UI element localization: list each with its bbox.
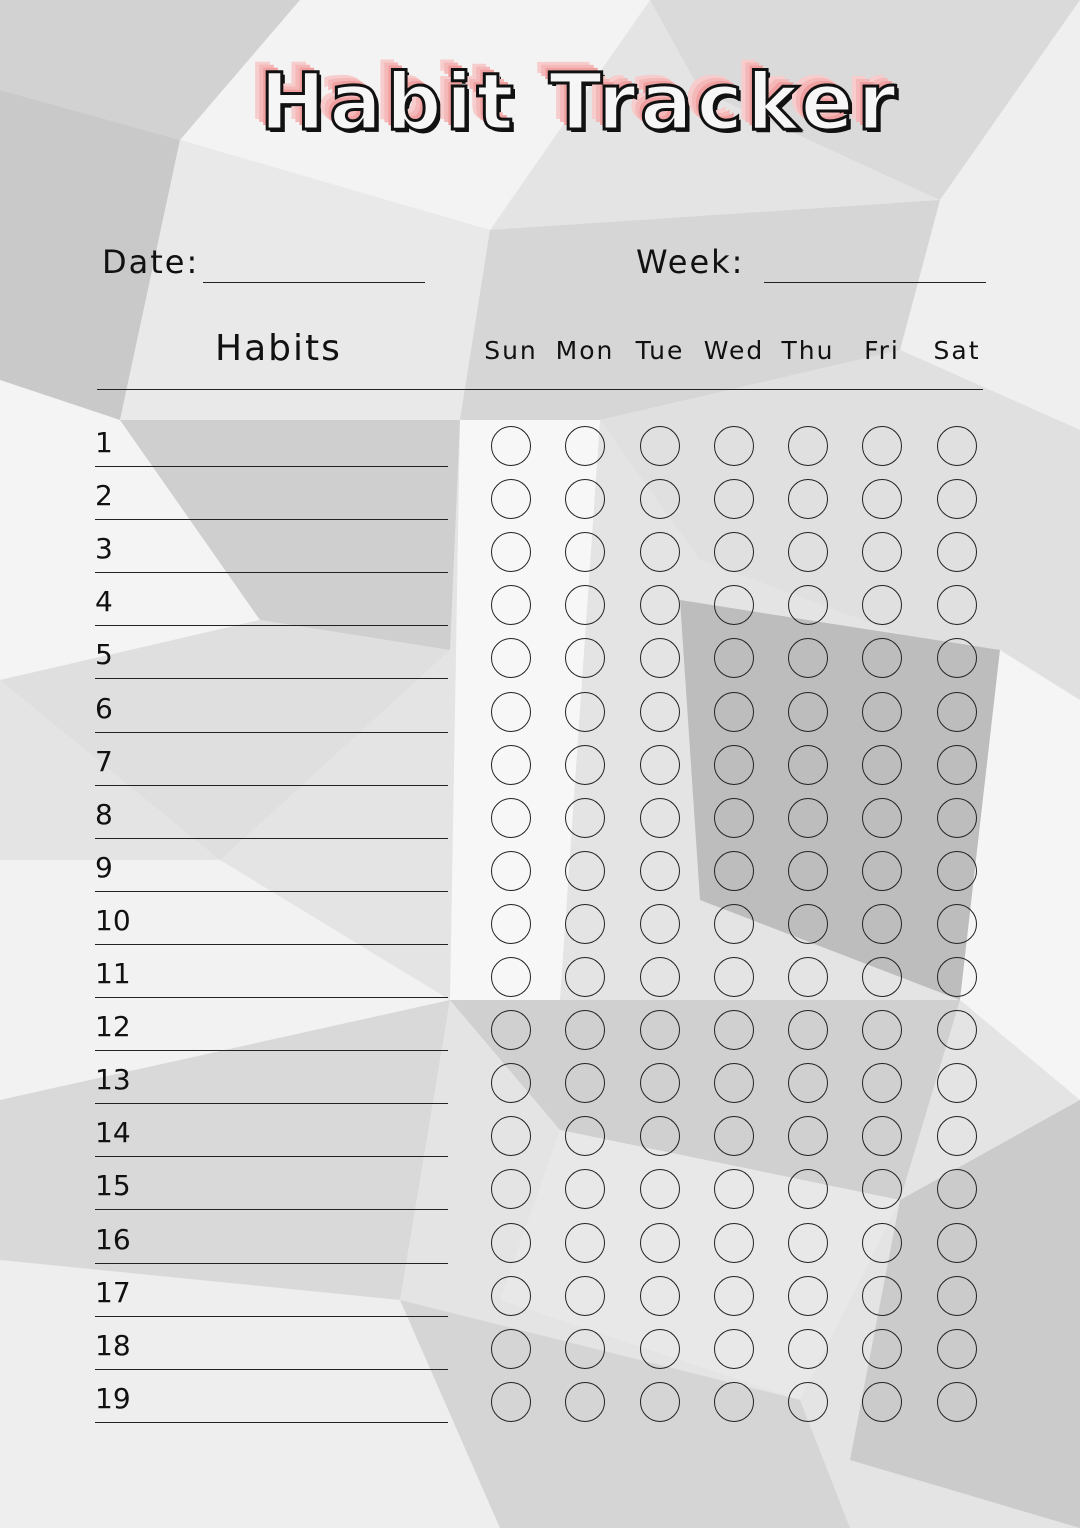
habit-checkbox-thu[interactable] bbox=[788, 851, 828, 891]
habit-name-field[interactable] bbox=[95, 1050, 448, 1051]
habit-name-field[interactable] bbox=[95, 1263, 448, 1264]
date-label: Date: bbox=[102, 243, 200, 281]
day-header-wed: Wed bbox=[703, 336, 765, 365]
habit-checkbox-fri[interactable] bbox=[862, 798, 902, 838]
habit-checkbox-thu[interactable] bbox=[788, 1010, 828, 1050]
habit-checkbox-sun[interactable] bbox=[491, 532, 531, 572]
habit-name-field[interactable] bbox=[95, 838, 448, 839]
day-header-sun: Sun bbox=[484, 336, 538, 365]
habit-checkbox-mon[interactable] bbox=[565, 1382, 605, 1422]
habit-checkbox-fri[interactable] bbox=[862, 1223, 902, 1263]
habit-checkbox-wed[interactable] bbox=[714, 1276, 754, 1316]
habit-name-field[interactable] bbox=[95, 625, 448, 626]
habit-checkbox-wed[interactable] bbox=[714, 904, 754, 944]
habit-checkbox-wed[interactable] bbox=[714, 745, 754, 785]
habit-name-field[interactable] bbox=[95, 891, 448, 892]
habit-checkbox-mon[interactable] bbox=[565, 1223, 605, 1263]
habit-checkbox-sun[interactable] bbox=[491, 479, 531, 519]
habit-row-number: 17 bbox=[95, 1275, 131, 1309]
habit-name-field[interactable] bbox=[95, 1103, 448, 1104]
habit-checkbox-mon[interactable] bbox=[565, 798, 605, 838]
habit-row-number: 4 bbox=[95, 585, 113, 619]
habit-checkbox-mon[interactable] bbox=[565, 1010, 605, 1050]
header-divider bbox=[97, 389, 983, 390]
habit-row-number: 11 bbox=[95, 957, 131, 990]
habit-checkbox-sat[interactable] bbox=[937, 904, 977, 944]
day-header-fri: Fri bbox=[864, 336, 900, 365]
habit-checkbox-fri[interactable] bbox=[862, 1010, 902, 1050]
habit-checkbox-sun[interactable] bbox=[491, 1010, 531, 1050]
habit-checkbox-mon[interactable] bbox=[565, 1329, 605, 1369]
habit-checkbox-fri[interactable] bbox=[862, 957, 902, 997]
habit-checkbox-sun[interactable] bbox=[491, 1276, 531, 1316]
habit-checkbox-sat[interactable] bbox=[937, 692, 977, 732]
habit-checkbox-wed[interactable] bbox=[714, 692, 754, 732]
habit-checkbox-thu[interactable] bbox=[788, 957, 828, 997]
habit-checkbox-mon[interactable] bbox=[565, 957, 605, 997]
habit-checkbox-tue[interactable] bbox=[640, 1010, 680, 1050]
habit-checkbox-sat[interactable] bbox=[937, 426, 977, 466]
habit-checkbox-wed[interactable] bbox=[714, 798, 754, 838]
habit-name-field[interactable] bbox=[95, 944, 448, 945]
habit-checkbox-tue[interactable] bbox=[640, 1382, 680, 1422]
habit-checkbox-mon[interactable] bbox=[565, 1063, 605, 1103]
habit-checkbox-tue[interactable] bbox=[640, 1329, 680, 1369]
habit-checkbox-sat[interactable] bbox=[937, 479, 977, 519]
habit-row-number: 10 bbox=[95, 903, 131, 937]
habit-row-number: 7 bbox=[95, 744, 113, 778]
habit-row-number: 9 bbox=[95, 850, 113, 884]
habit-row-number: 5 bbox=[95, 638, 113, 672]
habit-checkbox-mon[interactable] bbox=[565, 1276, 605, 1316]
habit-checkbox-fri[interactable] bbox=[862, 479, 902, 519]
habit-name-field[interactable] bbox=[95, 997, 448, 998]
habit-checkbox-fri[interactable] bbox=[862, 1382, 902, 1422]
habit-checkbox-fri[interactable] bbox=[862, 426, 902, 466]
habit-row-number: 13 bbox=[95, 1063, 131, 1097]
habit-checkbox-tue[interactable] bbox=[640, 692, 680, 732]
habit-checkbox-tue[interactable] bbox=[640, 479, 680, 519]
habit-checkbox-sun[interactable] bbox=[491, 957, 531, 997]
day-header-sat: Sat bbox=[933, 336, 981, 365]
habit-name-field[interactable] bbox=[95, 1316, 448, 1317]
habit-checkbox-sun[interactable] bbox=[491, 1223, 531, 1263]
habit-checkbox-sat[interactable] bbox=[937, 745, 977, 785]
habit-checkbox-tue[interactable] bbox=[640, 957, 680, 997]
habit-checkbox-thu[interactable] bbox=[788, 1329, 828, 1369]
habit-name-field[interactable] bbox=[95, 1209, 448, 1210]
habit-checkbox-sat[interactable] bbox=[937, 1063, 977, 1103]
habit-checkbox-wed[interactable] bbox=[714, 1382, 754, 1422]
habit-checkbox-wed[interactable] bbox=[714, 851, 754, 891]
habit-checkbox-tue[interactable] bbox=[640, 1063, 680, 1103]
habit-checkbox-wed[interactable] bbox=[714, 1223, 754, 1263]
habit-checkbox-sun[interactable] bbox=[491, 904, 531, 944]
habit-row-number: 2 bbox=[95, 479, 113, 513]
week-label: Week: bbox=[636, 243, 745, 281]
habit-checkbox-fri[interactable] bbox=[862, 692, 902, 732]
habit-name-field[interactable] bbox=[95, 678, 448, 679]
habit-checkbox-fri[interactable] bbox=[862, 745, 902, 785]
habit-checkbox-tue[interactable] bbox=[640, 532, 680, 572]
day-header-mon: Mon bbox=[555, 336, 615, 365]
habit-checkbox-sat[interactable] bbox=[937, 1329, 977, 1369]
habit-row-number: 18 bbox=[95, 1328, 131, 1362]
habit-checkbox-sat[interactable] bbox=[937, 851, 977, 891]
habit-checkbox-wed[interactable] bbox=[714, 1063, 754, 1103]
habit-checkbox-mon[interactable] bbox=[565, 851, 605, 891]
habit-name-field[interactable] bbox=[95, 1156, 448, 1157]
habit-checkbox-sun[interactable] bbox=[491, 745, 531, 785]
habit-checkbox-thu[interactable] bbox=[788, 692, 828, 732]
habit-checkbox-fri[interactable] bbox=[862, 904, 902, 944]
habit-checkbox-mon[interactable] bbox=[565, 745, 605, 785]
habit-checkbox-thu[interactable] bbox=[788, 1223, 828, 1263]
habit-checkbox-sun[interactable] bbox=[491, 851, 531, 891]
habit-checkbox-sun[interactable] bbox=[491, 692, 531, 732]
habit-checkbox-tue[interactable] bbox=[640, 904, 680, 944]
habit-name-field[interactable] bbox=[95, 1369, 448, 1370]
date-field[interactable] bbox=[203, 282, 425, 283]
habit-checkbox-tue[interactable] bbox=[640, 1223, 680, 1263]
habit-row-number: 6 bbox=[95, 691, 113, 725]
habit-checkbox-sun[interactable] bbox=[491, 1063, 531, 1103]
habit-checkbox-sat[interactable] bbox=[937, 957, 977, 997]
habit-name-field[interactable] bbox=[95, 1422, 448, 1423]
habit-checkbox-fri[interactable] bbox=[862, 851, 902, 891]
habit-checkbox-mon[interactable] bbox=[565, 426, 605, 466]
week-field[interactable] bbox=[764, 282, 986, 283]
habit-checkbox-wed[interactable] bbox=[714, 1329, 754, 1369]
habit-checkbox-fri[interactable] bbox=[862, 1063, 902, 1103]
habit-name-field[interactable] bbox=[95, 732, 448, 733]
habit-checkbox-mon[interactable] bbox=[565, 904, 605, 944]
habits-header: Habits bbox=[215, 328, 342, 369]
day-header-thu: Thu bbox=[781, 336, 835, 365]
habit-checkbox-sun[interactable] bbox=[491, 426, 531, 466]
habit-name-field[interactable] bbox=[95, 572, 448, 573]
habit-checkbox-sun[interactable] bbox=[491, 1329, 531, 1369]
habit-checkbox-thu[interactable] bbox=[788, 904, 828, 944]
habit-checkbox-tue[interactable] bbox=[640, 851, 680, 891]
habit-row-number: 14 bbox=[95, 1116, 131, 1150]
habit-checkbox-thu[interactable] bbox=[788, 532, 828, 572]
habit-checkbox-mon[interactable] bbox=[565, 532, 605, 572]
habit-checkbox-mon[interactable] bbox=[565, 692, 605, 732]
habit-checkbox-wed[interactable] bbox=[714, 479, 754, 519]
habit-checkbox-sun[interactable] bbox=[491, 1382, 531, 1422]
habit-checkbox-tue[interactable] bbox=[640, 745, 680, 785]
habit-checkbox-wed[interactable] bbox=[714, 1010, 754, 1050]
page-title: Habit Tracker bbox=[259, 58, 901, 148]
habit-checkbox-thu[interactable] bbox=[788, 1382, 828, 1422]
habit-checkbox-sat[interactable] bbox=[937, 1223, 977, 1263]
habit-checkbox-thu[interactable] bbox=[788, 798, 828, 838]
habit-checkbox-sat[interactable] bbox=[937, 1010, 977, 1050]
habit-checkbox-sat[interactable] bbox=[937, 1382, 977, 1422]
habit-name-field[interactable] bbox=[95, 785, 448, 786]
habit-checkbox-tue[interactable] bbox=[640, 798, 680, 838]
habit-checkbox-sat[interactable] bbox=[937, 1276, 977, 1316]
habit-checkbox-tue[interactable] bbox=[640, 426, 680, 466]
habit-row-number: 19 bbox=[95, 1381, 131, 1415]
habit-checkbox-mon[interactable] bbox=[565, 479, 605, 519]
habit-checkbox-wed[interactable] bbox=[714, 532, 754, 572]
habit-checkbox-sat[interactable] bbox=[937, 798, 977, 838]
day-header-tue: Tue bbox=[635, 336, 685, 365]
habit-name-field[interactable] bbox=[95, 466, 448, 467]
habit-checkbox-thu[interactable] bbox=[788, 479, 828, 519]
habit-checkbox-fri[interactable] bbox=[862, 1329, 902, 1369]
habit-row-number: 12 bbox=[95, 1010, 131, 1044]
habit-checkbox-fri[interactable] bbox=[862, 532, 902, 572]
habit-row-number: 16 bbox=[95, 1222, 131, 1256]
habit-row-number: 3 bbox=[95, 532, 113, 566]
habit-name-field[interactable] bbox=[95, 519, 448, 520]
habit-checkbox-wed[interactable] bbox=[714, 426, 754, 466]
habit-checkbox-thu[interactable] bbox=[788, 1276, 828, 1316]
habit-checkbox-thu[interactable] bbox=[788, 426, 828, 466]
habit-checkbox-thu[interactable] bbox=[788, 745, 828, 785]
habit-checkbox-thu[interactable] bbox=[788, 1063, 828, 1103]
habit-checkbox-wed[interactable] bbox=[714, 957, 754, 997]
habit-checkbox-fri[interactable] bbox=[862, 1276, 902, 1316]
habit-row-number: 1 bbox=[95, 426, 113, 459]
habit-row-number: 15 bbox=[95, 1169, 131, 1203]
habit-row-number: 8 bbox=[95, 797, 113, 831]
habit-checkbox-sun[interactable] bbox=[491, 798, 531, 838]
habit-checkbox-sat[interactable] bbox=[937, 532, 977, 572]
habit-checkbox-tue[interactable] bbox=[640, 1276, 680, 1316]
